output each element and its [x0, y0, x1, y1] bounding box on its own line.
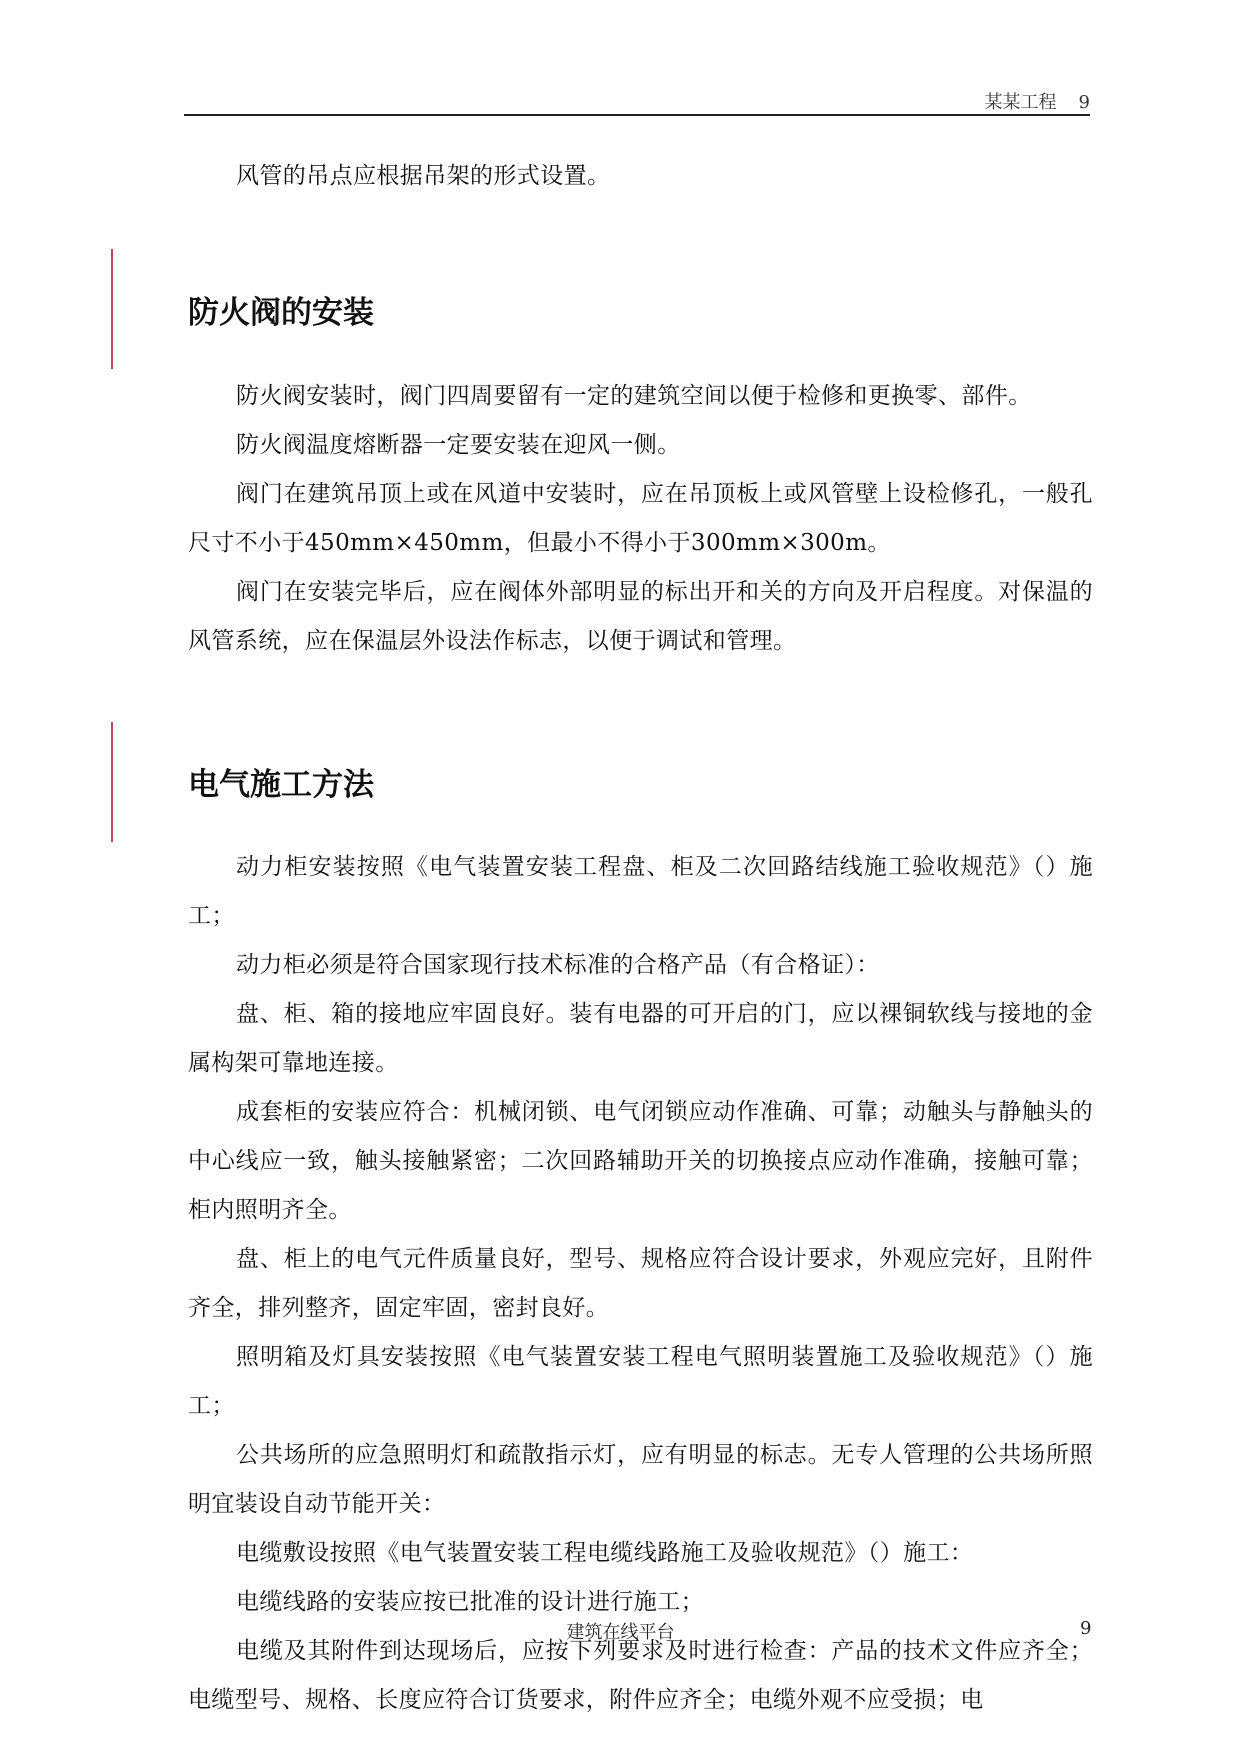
- paragraph: 公共场所的应急照明灯和疏散指示灯，应有明显的标志。无专人管理的公共场所照明宜装设自动节能开关：: [188, 1442, 1093, 1517]
- section-marker: [111, 249, 113, 369]
- paragraph: 盘、柜上的电气元件质量良好，型号、规格应符合设计要求，外观应完好，且附件齐全，排列整齐，固定牢固，密封良好。: [188, 1246, 1093, 1321]
- paragraph: 防火阀温度熔断器一定要安装在迎风一侧。: [236, 432, 681, 458]
- paragraph: 照明箱及灯具安装按照《电气装置安装工程电气照明装置施工及验收规范》（）施工；: [188, 1344, 1093, 1419]
- paragraph: 成套柜的安装应符合：机械闭锁、电气闭锁应动作准确、可靠；动触头与静触头的中心线应一致，触头接触紧密；二次回路辅助开关的切换接点应动作准确，接触可靠；柜内照明齐全。: [188, 1099, 1093, 1223]
- header-text: [985, 88, 1090, 114]
- section-heading: 电气施工方法: [188, 767, 374, 803]
- header-title: 某某工程: [984, 92, 1057, 113]
- paragraph: 电缆线路的安装应按已批准的设计进行施工；: [236, 1589, 704, 1615]
- header-page-number: 9: [1078, 92, 1090, 113]
- footer-title: 建筑在线平台: [566, 1622, 675, 1643]
- paragraph: 动力柜安装按照《电气装置安装工程盘、柜及二次回路结线施工验收规范》（）施工；: [188, 854, 1093, 929]
- section-marker: [111, 722, 113, 842]
- header-rule: [184, 114, 1090, 116]
- section-electrical: [188, 666, 1093, 843]
- paragraph: 电缆及其附件到达现场后，应按下列要求及时进行检查：产品的技术文件应齐全；电缆型号、规格、长度应符合订货要求，附件应齐全；电缆外观不应受损；电: [188, 1638, 1093, 1713]
- paragraph: 动力柜必须是符合国家现行技术标准的合格产品（有合格证）：: [236, 952, 880, 978]
- paragraph: 防火阀安装时，阀门四周要留有一定的建筑空间以便于检修和更换零、部件。: [236, 383, 1032, 409]
- section-heading: 防火阀的安装: [188, 295, 374, 331]
- paragraph: 电缆敷设按照《电气装置安装工程电缆线路施工及验收规范》（）施工：: [236, 1540, 974, 1566]
- footer-page-number: 9: [1080, 1618, 1092, 1639]
- intro-paragraph: 风管的吊点应根据吊架的形式设置。: [236, 163, 611, 189]
- paragraph: 阀门在安装完毕后，应在阀体外部明显的标出开和关的方向及开启程度。对保温的风管系统，应在保温层外设法作标志，以便于调试和管理。: [188, 579, 1093, 654]
- page-header: [184, 84, 1090, 116]
- document-body: [188, 152, 1093, 1725]
- paragraph: 阀门在建筑吊顶上或在风道中安装时，应在吊顶板上或风管壁上设检修孔，一般孔尺寸不小于450mm×450mm，但最小不得小于300mm×300m。: [188, 481, 1093, 556]
- paragraph: 盘、柜、箱的接地应牢固良好。装有电器的可开启的门，应以裸铜软线与接地的金属构架可靠地连接。: [188, 1001, 1093, 1076]
- section-fire-damper: [188, 201, 1093, 372]
